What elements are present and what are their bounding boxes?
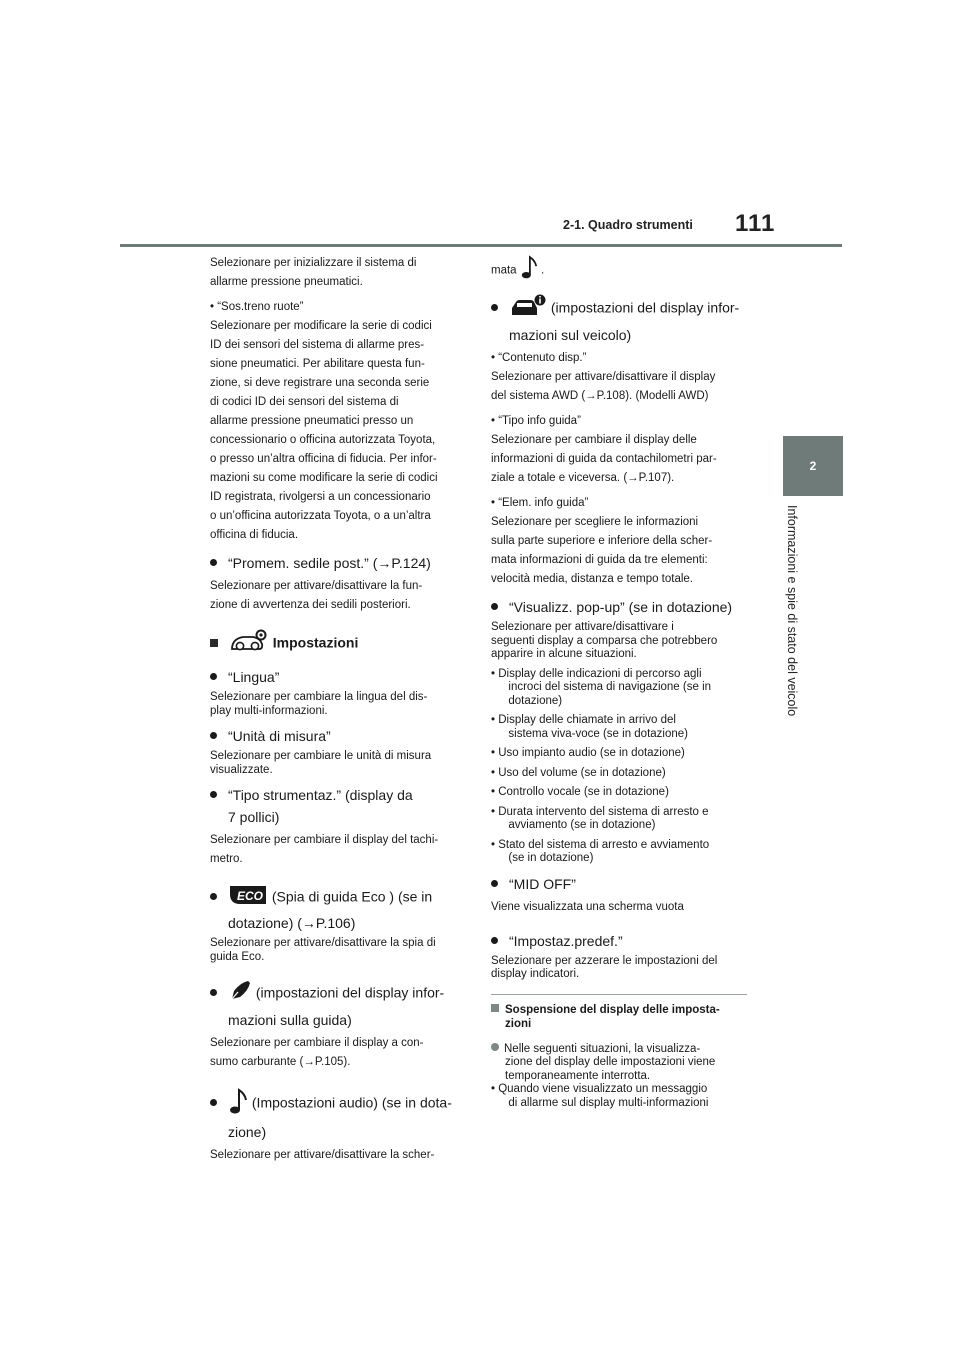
text-line: ID registrata, rivolgersi a un concessionario — [210, 491, 431, 503]
text-line: officina di fiducia. — [210, 529, 299, 541]
sub-section-sospensione: Sospensione del display delle imposta- zioni — [491, 1003, 747, 1031]
bullet-dot — [491, 304, 498, 311]
chapter-tab-number: 2 — [783, 436, 843, 496]
text-line: display indicatori. — [491, 968, 580, 980]
text-line: Selezionare per cambiare il display del tachi- — [210, 834, 439, 846]
text-line: Selezionare per inizializzare il sistema di — [210, 257, 417, 269]
text-line: o presso un’altra officina di fiducia. Per infor- — [210, 453, 437, 465]
text-line: allarme pressione pneumatici. — [210, 276, 363, 288]
text-line: Selezionare per attivare/disattivare i — [491, 621, 674, 633]
text-line: zione, si deve registrare una seconda serie — [210, 377, 430, 389]
text-line: mazioni su come modificare la serie di codici — [210, 472, 438, 484]
settings-gear-car-icon — [229, 629, 269, 659]
item-eco: ECO (Spia di guida Eco ) (se in dotazione) (→P.106) — [210, 884, 466, 934]
text-line: ziale a totale e viceversa. (→P.107). — [491, 472, 675, 484]
item-lingua: “Lingua” — [210, 666, 466, 688]
text-line: Selezionare per scegliere le informazioni — [491, 516, 699, 528]
item-midoff: “MID OFF” — [491, 873, 747, 895]
sos-description — [210, 317, 466, 545]
popup-list-item: • Stato del sistema di arresto e avviamento (se in dotazione) — [491, 838, 710, 864]
right-column — [491, 254, 747, 1116]
vehicle-info-icon — [509, 294, 547, 324]
square-marker — [210, 639, 218, 647]
bullet-dot — [491, 937, 498, 944]
bullet-dot — [491, 880, 498, 887]
text-line: metro. — [210, 853, 243, 865]
sub-bullet-elem: • “Elem. info guida” — [491, 497, 589, 509]
text-line: o un’officina autorizzata Toyota, o a un’altra — [210, 510, 431, 522]
text-line: guida Eco. — [210, 950, 265, 963]
bullet-dot — [210, 791, 217, 798]
item-promem: “Promem. sedile post.” (→P.124) — [210, 552, 466, 574]
popup-list-item: • Display delle chiamate in arrivo del sistema viva-voce (se in dotazione) — [491, 714, 688, 740]
text-line: Selezionare per modificare la serie di codici — [210, 320, 432, 332]
text-line: informazioni di guida da contachilometri par- — [491, 453, 717, 465]
item-unita: “Unità di misura” — [210, 725, 466, 747]
item-popup: “Visualizz. pop-up” (se in dotazione) — [491, 596, 747, 618]
music-note-icon — [520, 254, 538, 287]
popup-list — [491, 668, 747, 866]
item-audio: (Impostazioni audio) (se in dota- zione) — [210, 1087, 466, 1143]
text-line: Selezionare per attivare/disattivare la scher- — [210, 1149, 435, 1161]
text-line: Selezionare per cambiare il display a con- — [210, 1037, 424, 1049]
music-note-icon — [228, 1087, 248, 1121]
drive-info-icon — [228, 979, 252, 1009]
bullet-dot — [491, 1043, 499, 1051]
item-guida: (impostazioni del display infor- mazioni sulla guida) — [210, 979, 466, 1031]
text-line: zione di avvertenza dei sedili posteriori. — [210, 599, 411, 611]
popup-list-item: • Controllo vocale (se in dotazione) — [491, 786, 669, 798]
bullet-dot — [210, 673, 217, 680]
square-marker — [491, 1004, 499, 1012]
text-line: sione pneumatici. Per abilitare questa fun- — [210, 358, 425, 370]
text-line: mata informazioni di guida da tre elementi: — [491, 554, 708, 566]
sub-bullet-sos: • “Sos.treno ruote” — [210, 301, 304, 313]
popup-list-item: • Durata intervento del sistema di arresto e avviamento (se in dotazione) — [491, 805, 709, 831]
section-title: 2-1. Quadro strumenti — [563, 218, 693, 232]
text-line: del sistema AWD (→P.108). (Modelli AWD) — [491, 390, 709, 402]
bullet-dot — [210, 989, 217, 996]
text-line: Selezionare per azzerare le impostazioni del — [491, 954, 718, 967]
page-number: 111 — [735, 210, 776, 237]
text-line: Selezionare per attivare/disattivare il display — [491, 371, 716, 383]
item-veicolo: (impostazioni del display infor- mazioni sul veicolo) — [491, 294, 747, 346]
popup-list-item: • Uso del volume (se in dotazione) — [491, 766, 666, 779]
popup-list-item: • Display delle indicazioni di percorso agli incroci del sistema di navigazione (se in dotazione) — [491, 667, 712, 707]
text-line: Selezionare per cambiare la lingua del dis- — [210, 691, 428, 703]
eco-icon — [228, 884, 268, 912]
item-predef: “Impostaz.predef.” — [491, 930, 747, 952]
text-line: di codici ID dei sensori del sistema di — [210, 396, 399, 408]
text-line: concessionario o officina autorizzata Toyota, — [210, 434, 436, 446]
bullet-dot — [210, 1099, 217, 1106]
text-line: sulla parte superiore e inferiore della scher- — [491, 535, 713, 547]
text-line: apparire in alcune situazioni. — [491, 648, 637, 660]
text-line: Selezionare per attivare/disattivare la spia di — [210, 937, 436, 949]
bullet-item: • Quando viene visualizzato un messaggio di allarme sul display multi-informazioni — [491, 1083, 709, 1109]
sub-bullet-contenuto: • “Contenuto disp.” — [491, 352, 587, 364]
text-line: allarme pressione pneumatici presso un — [210, 415, 414, 427]
text-line: visualizzate. — [210, 763, 273, 776]
divider — [491, 994, 747, 995]
item-tipo-strumentaz: “Tipo strumentaz.” (display da 7 pollici) — [210, 784, 466, 828]
text-line: velocità media, distanza e tempo totale. — [491, 573, 694, 585]
header-rule — [120, 244, 842, 247]
text-line: Selezionare per cambiare le unità di misura — [210, 750, 432, 762]
text-line: ID dei sensori del sistema di allarme pres- — [210, 339, 425, 351]
text-line: sumo carburante (→P.105). — [210, 1056, 351, 1068]
text-line: Selezionare per attivare/disattivare la fun- — [210, 580, 423, 592]
bullet-dot — [210, 732, 217, 739]
bullet-dot — [210, 559, 217, 566]
text-line-mata: mata . — [491, 254, 747, 287]
bullet-dot — [491, 603, 498, 610]
text-line: Selezionare per cambiare il display delle — [491, 434, 697, 446]
sub-bullet-tipo-info: • “Tipo info guida” — [491, 415, 581, 427]
svg-text:ECO: ECO — [236, 889, 264, 903]
chapter-tab-label: Informazioni e spie di stato del veicolo — [785, 505, 799, 717]
text-line: seguenti display a comparsa che potrebbero — [491, 634, 718, 647]
bullet-dot — [210, 893, 217, 900]
section-impostazioni: Impostazioni — [210, 629, 466, 659]
text-line: play multi-informazioni. — [210, 704, 328, 717]
text-line: Viene visualizzata una scherma vuota — [491, 900, 684, 913]
left-column — [210, 254, 466, 1165]
popup-list-item: • Uso impianto audio (se in dotazione) — [491, 747, 685, 759]
text-line: Nelle seguenti situazioni, la visualizza- zione del display delle impostazioni viene temporaneamente interrotta. — [491, 1043, 747, 1084]
